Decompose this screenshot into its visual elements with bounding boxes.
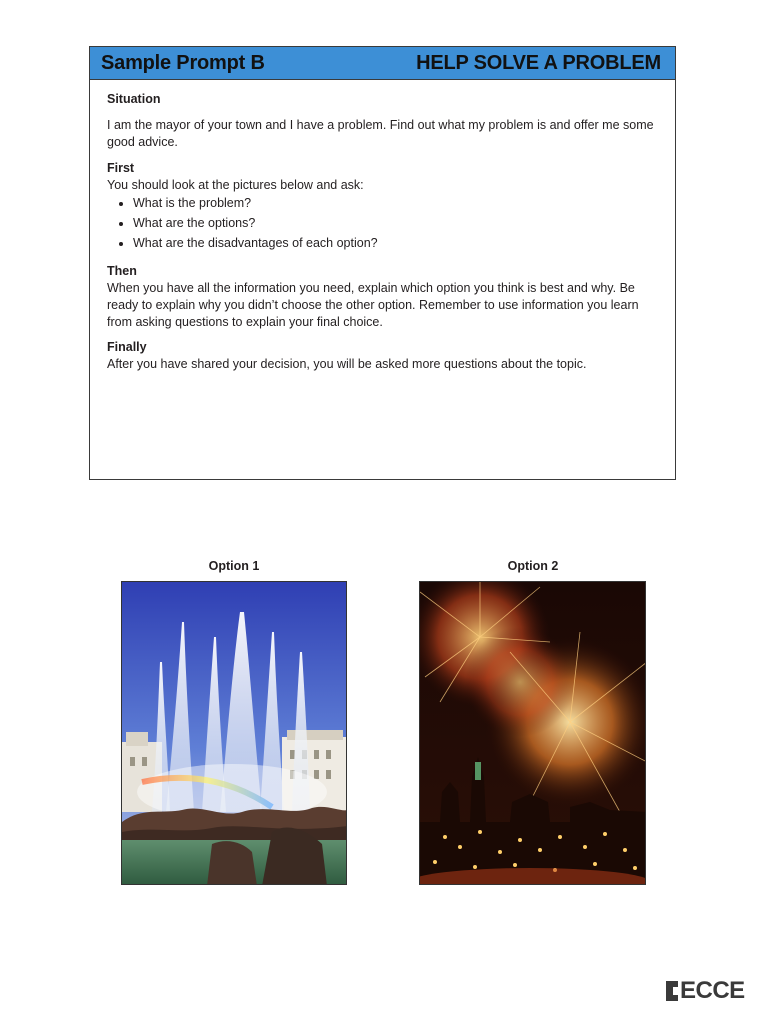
prompt-card [89,46,676,480]
situation-text: I am the mayor of your town and I have a problem. Find out what my problem is and offer me some good advice. [107,118,654,149]
then-heading: Then [107,264,137,278]
question-list [107,195,658,252]
fountain-photo [121,581,347,885]
prompt-title: Sample Prompt B [101,51,265,74]
list-item: • What are the disadvantages of each option? [133,235,658,252]
logo-mark-icon [666,981,678,1001]
then-text: When you have all the information you need, explain which option you think is best and why. Be ready to explain why you didn’t choose the other option. Remember to use information you learn from asking questions to explain your final choice. [107,281,639,329]
finally-heading: Finally [107,340,147,354]
list-item: • What are the options? [133,215,658,232]
option-2-label: Option 2 [507,559,559,573]
fireworks-photo [419,581,646,885]
prompt-header [90,47,675,80]
prompt-body [90,80,675,373]
first-heading: First [107,161,135,175]
situation-heading: Situation [107,92,161,106]
ecce-logo [666,979,745,1003]
option-1-label: Option 1 [208,559,260,573]
finally-text: After you have shared your decision, you will be asked more questions about the topic. [107,357,587,371]
prompt-type: HELP SOLVE A PROBLEM [416,51,661,74]
first-text: You should look at the pictures below and ask: [107,178,364,192]
list-item: • What is the problem? [133,195,658,212]
logo-text: ECCE [680,977,745,1004]
